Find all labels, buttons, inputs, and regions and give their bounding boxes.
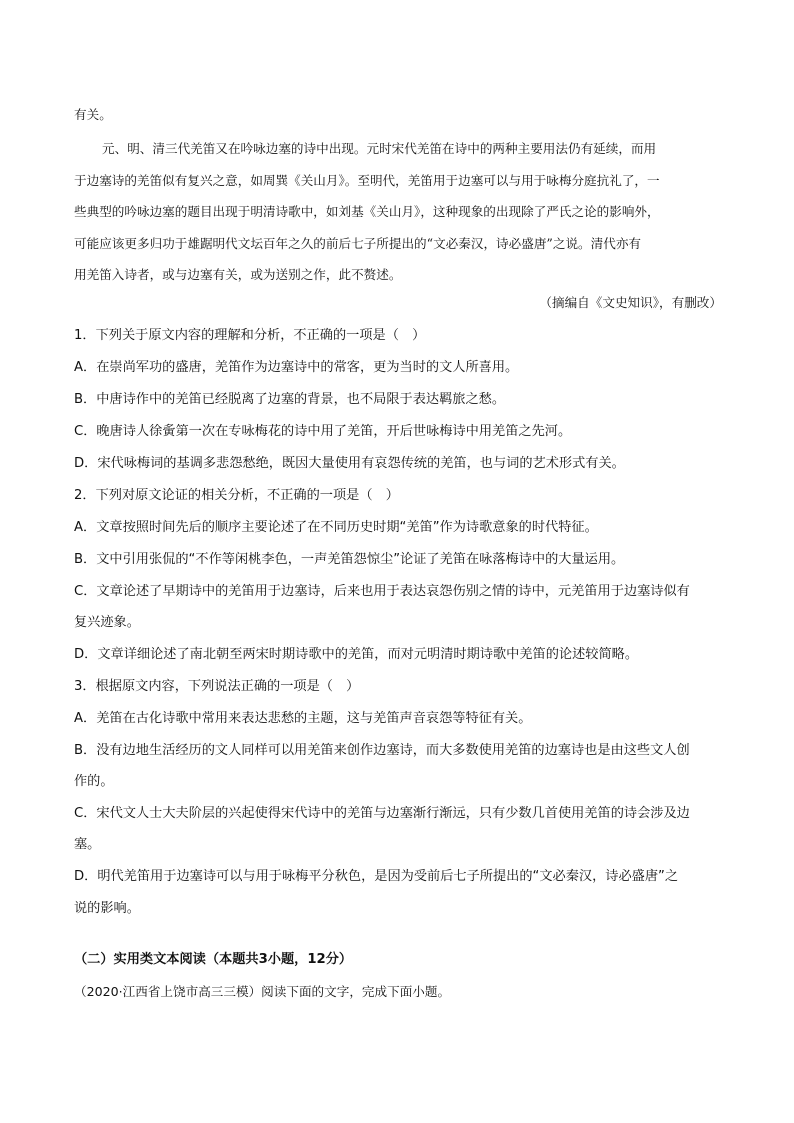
- answer-option: D．文章详细论述了南北朝至两宋时期诗歌中的羌笛，而对元明清时期诗歌中羌笛的论述较简略。: [74, 647, 639, 662]
- passage-line: 有关。: [74, 107, 112, 122]
- passage-line: 用羌笛入诗者，或与边塞有关，或为送别之作，此不赘述。: [74, 267, 402, 282]
- answer-option: C．晚唐诗人徐夤第一次在专咏梅花的诗中用了羌笛，开后世咏梅诗中用羌笛之先河。: [74, 424, 572, 439]
- passage-line: 些典型的吟咏边塞的题目出现于明清诗歌中，如刘基《关山月》，这种现象的出现除了严氏之论的影响外，: [74, 204, 660, 219]
- answer-option: D．明代羌笛用于边塞诗可以与用于咏梅平分秋色，是因为受前后七子所提出的“文必秦汉，诗必盛唐”之: [74, 869, 679, 884]
- answer-option: A．文章按照时间先后的顺序主要论述了在不同历史时期“羌笛”作为诗歌意象的时代特征。: [74, 520, 598, 535]
- answer-option: B．中唐诗作中的羌笛已经脱离了边塞的背景，也不局限于表达羁旅之愁。: [74, 392, 506, 407]
- answer-option: B．文中引用张侃的“不作等闲桃李色，一声羌笛怨惊尘”论证了羌笛在咏落梅诗中的大量运用。: [74, 552, 625, 567]
- answer-option-continued: 说的影响。: [74, 901, 140, 916]
- answer-option: C．宋代文人士大夫阶层的兴起使得宋代诗中的羌笛与边塞渐行渐远，只有少数几首使用羌笛的诗会涉及边: [74, 806, 690, 821]
- passage-source: （摘编自《文史知识》，有删改）: [539, 295, 722, 310]
- section-intro: （2020·江西省上饶市高三三模）阅读下面的文字，完成下面小题。: [74, 984, 451, 999]
- answer-option: A．羌笛在古化诗歌中常用来表达悲愁的主题，这与羌笛声音哀怨等特征有关。: [74, 711, 532, 726]
- answer-option-continued: 作的。: [74, 774, 114, 789]
- answer-option: B．没有边地生活经历的文人同样可以用羌笛来创作边塞诗，而大多数使用羌笛的边塞诗也是由这些文人创: [74, 743, 690, 758]
- question-stem: 1．下列关于原文内容的理解和分析，不正确的一项是（ ）: [74, 328, 426, 343]
- answer-option: A．在崇尚军功的盛唐，羌笛作为边塞诗中的常客，更为当时的文人所喜用。: [74, 360, 519, 375]
- question-stem: 2．下列对原文论证的相关分析，不正确的一项是（ ）: [74, 488, 399, 503]
- section-heading: （二）实用类文本阅读（本题共3小题，12分）: [74, 952, 353, 967]
- passage-line: 元、明、清三代羌笛又在吟咏边塞的诗中出现。元时宋代羌笛在诗中的两种主要用法仍有延续，而用: [102, 141, 657, 156]
- question-stem: 3．根据原文内容，下列说法正确的一项是（ ）: [74, 679, 360, 694]
- answer-option: C．文章论述了早期诗中的羌笛用于边塞诗，后来也用于表达哀怨伤别之情的诗中，元羌笛用于边塞诗似有: [74, 584, 690, 599]
- passage-line: 可能应该更多归功于雄踞明代文坛百年之久的前后七子所提出的“文必秦汉，诗必盛唐”之说。清代亦有: [74, 236, 642, 251]
- passage-line: 于边塞诗的羌笛似有复兴之意，如周巽《关山月》。至明代，羌笛用于边塞可以与用于咏梅分庭抗礼了，一: [74, 173, 660, 188]
- answer-option-continued: 复兴迹象。: [74, 615, 140, 630]
- answer-option: D．宋代咏梅词的基调多悲怨愁绝，既因大量使用有哀怨传统的羌笛，也与词的艺术形式有关。: [74, 456, 625, 471]
- answer-option-continued: 塞。: [74, 837, 101, 852]
